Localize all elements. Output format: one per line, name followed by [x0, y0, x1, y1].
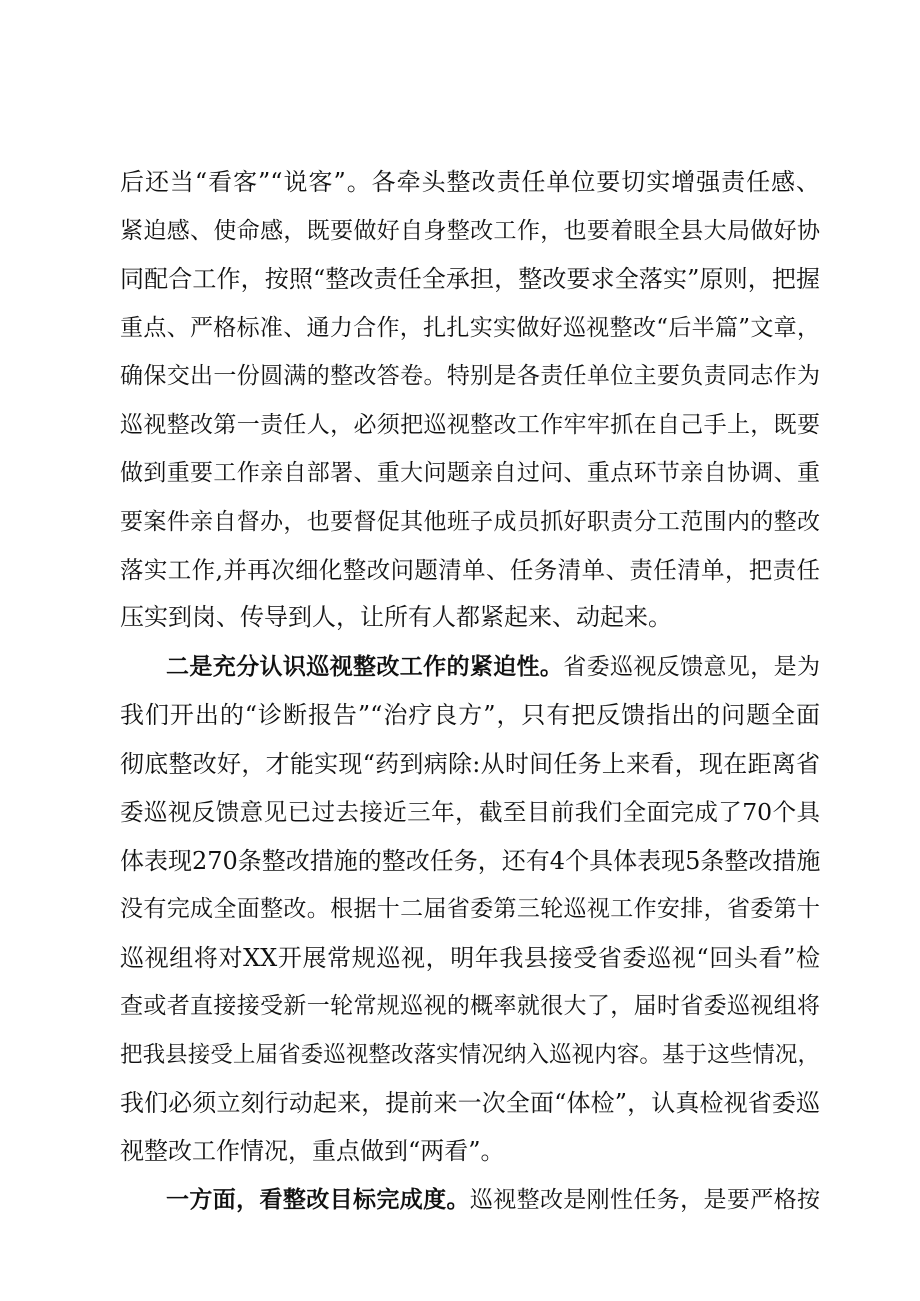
- paragraph-2-first-line: [166, 650, 820, 684]
- paragraph-1-line-3: 同配合工作，按照“整改责任全承担，整改要求全落实”原则，把握: [120, 265, 820, 293]
- paragraph-2-line-9: 把我县接受上届省委巡视整改落实情况纳入巡视内容。基于这些情况，: [120, 1042, 820, 1068]
- paragraph-1-line-2: 紧迫感、使命感，既要做好自身整改工作，也要着眼全县大局做好协: [120, 218, 820, 244]
- paragraph-1-line-8: 要案件亲自督办，也要督促其他班子成员抓好职责分工范围内的整改: [120, 509, 820, 535]
- paragraph-2-line-10: 我们必须立刻行动起来，提前来一次全面“体检”，认真检视省委巡: [120, 1089, 820, 1117]
- paragraph-2-line-5: 体表现270条整改措施的整改任务，还有4个具体表现5条整改措施: [120, 847, 821, 875]
- paragraph-2-line-8: 查或者直接接受新一轮常规巡视的概率就很大了，届时省委巡视组将: [120, 993, 820, 1019]
- paragraph-2-line-11: 视整改工作情况，重点做到“两看”。: [120, 1137, 505, 1165]
- paragraph-2-line-7: 巡视组将对XX开展常规巡视，明年我县接受省委巡视“回头看”检: [120, 944, 820, 972]
- paragraph-1-line-5: 确保交出一份圆满的整改答卷。特别是各责任单位主要负责同志作为: [120, 363, 820, 389]
- paragraph-3-first-line-rest: 巡视整改是刚性任务，是要严格按: [469, 1187, 821, 1213]
- paragraph-2-line-3: 彻底整改好，才能实现“药到病除:从时间任务上来看，现在距离省: [120, 750, 820, 778]
- paragraph-1-line-9: 落实工作,并再次细化整改问题清单、任务清单、责任清单，把责任: [120, 556, 820, 584]
- paragraph-1-line-4: 重点、严格标准、通力合作，扎扎实实做好巡视整改“后半篇”文章，: [120, 315, 820, 341]
- paragraph-3-first-line: [166, 1183, 820, 1217]
- paragraph-1-line-6: 巡视整改第一责任人，必须把巡视整改工作牢牢抓在自己手上，既要: [120, 412, 820, 438]
- paragraph-2-heading: 二是充分认识巡视整改工作的紧迫性。: [166, 653, 564, 680]
- paragraph-2-line-6: 没有完成全面整改。根据十二届省委第三轮巡视工作安排，省委第十: [120, 896, 820, 922]
- paragraph-2-line-2: 我们开出的“诊断报告”“治疗良方”，只有把反馈指出的问题全面: [120, 701, 820, 729]
- paragraph-2-line-4: 委巡视反馈意见已过去接近三年，截至目前我们全面完成了70个具: [120, 798, 820, 826]
- paragraph-1-line-1: 后还当“看客”“说客”。各牵头整改责任单位要切实增强责任感、: [120, 168, 820, 196]
- paragraph-2-first-line-rest: 省委巡视反馈意见，是为: [563, 654, 821, 680]
- paragraph-3-heading: 一方面，看整改目标完成度。: [166, 1186, 470, 1213]
- paragraph-1-line-7: 做到重要工作亲自部署、重大问题亲自过问、重点环节亲自协调、重: [120, 460, 820, 486]
- paragraph-1-line-10: 压实到岗、传导到人，让所有人都紧起来、动起来。: [120, 603, 672, 631]
